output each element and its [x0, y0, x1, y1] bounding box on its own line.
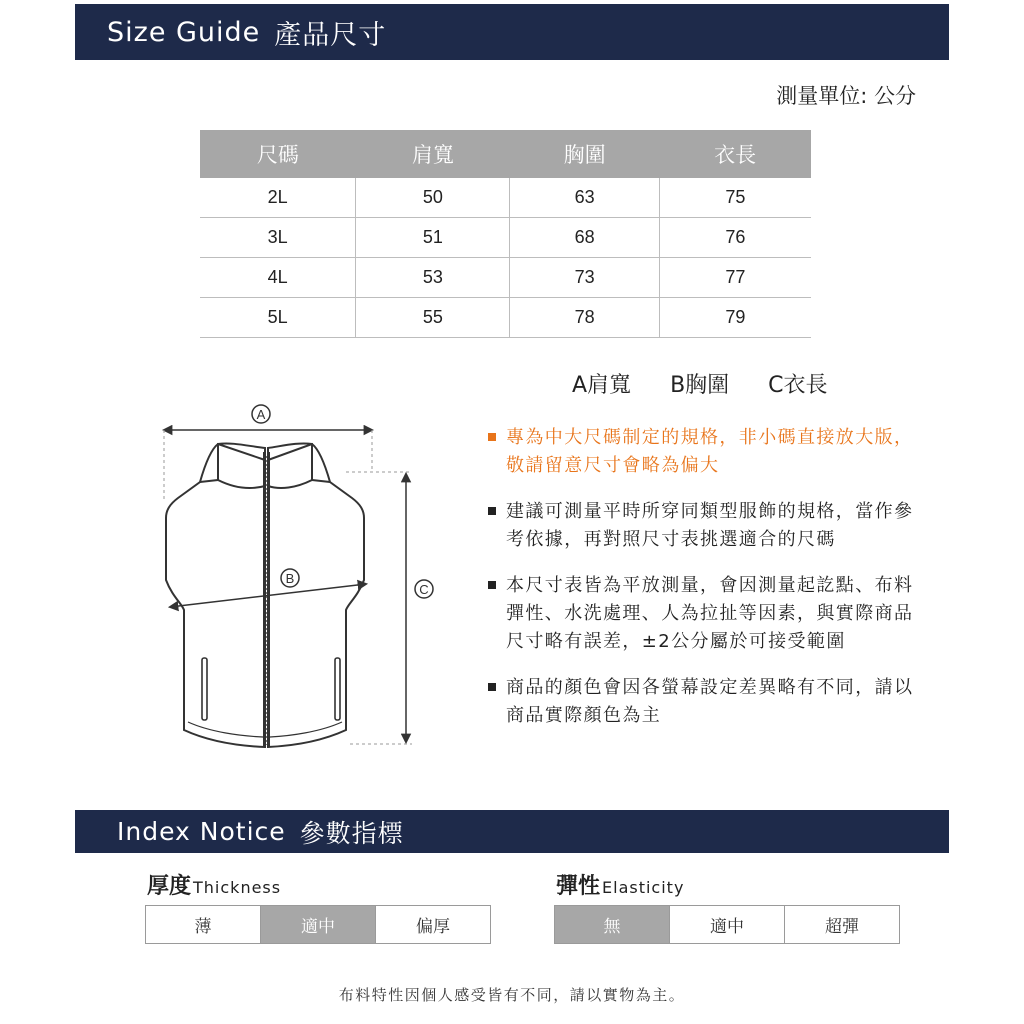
cell-shoulder: 53 [356, 258, 510, 298]
cell-chest: 68 [510, 218, 659, 258]
cell-length: 77 [659, 258, 811, 298]
marker-b [281, 569, 299, 587]
index-notice-banner [75, 810, 949, 853]
marker-a [252, 405, 270, 423]
thickness-scale [145, 905, 491, 944]
elasticity-option: 超彈 [784, 906, 899, 943]
elasticity-option: 無 [555, 906, 669, 943]
note-text: 商品的顏色會因各螢幕設定差異略有不同，請以商品實際顏色為主 [506, 677, 914, 726]
vest-collar-right [268, 443, 312, 488]
cell-chest: 78 [510, 298, 659, 338]
legend-length: C衣長 [768, 373, 828, 398]
vest-outline-right [268, 444, 364, 747]
legend-shoulder: A肩寬 [572, 373, 632, 398]
note-item [488, 674, 918, 730]
thickness-option: 適中 [260, 906, 375, 943]
index-notice-title-zh: 參數指標 [299, 818, 404, 848]
note-item [488, 498, 918, 554]
note-text: 本尺寸表皆為平放測量，會因測量起訖點、布料彈性、水洗處理、人為拉扯等因素，與實際商品尺寸略有誤差，±2公分屬於可接受範圍 [506, 575, 914, 652]
cell-length: 75 [659, 178, 811, 218]
cell-length: 76 [659, 218, 811, 258]
note-item [488, 424, 918, 480]
thickness-label-en: Thickness [193, 878, 282, 897]
size-table-header [200, 130, 811, 178]
column-header-size: 尺碼 [200, 130, 356, 178]
vest-diagram [150, 400, 450, 760]
cell-chest: 73 [510, 258, 659, 298]
bullet-icon [488, 433, 496, 441]
cell-size: 3L [200, 218, 356, 258]
svg-text:B: B [285, 571, 295, 586]
size-table [200, 130, 811, 338]
column-header-chest: 胸圍 [510, 130, 659, 178]
note-text: 建議可測量平時所穿同類型服飾的規格，當作參考依據，再對照尺寸表挑選適合的尺碼 [506, 501, 914, 550]
notes-list [488, 424, 918, 748]
cell-size: 4L [200, 258, 356, 298]
vest-outline [166, 444, 265, 747]
cell-size: 2L [200, 178, 356, 218]
bullet-icon [488, 507, 496, 515]
unit-note: 測量單位: 公分 [776, 84, 916, 108]
size-guide-title-en: Size Guide [107, 16, 261, 48]
thickness-option: 偏厚 [375, 906, 490, 943]
column-header-length: 衣長 [659, 130, 811, 178]
marker-c [415, 580, 433, 598]
vest-collar [218, 443, 265, 488]
svg-text:A: A [256, 407, 266, 422]
cell-chest: 63 [510, 178, 659, 218]
elasticity-label [556, 869, 684, 900]
index-notice-title-en: Index Notice [117, 817, 286, 846]
vest-pocket-right [335, 658, 340, 720]
cell-shoulder: 50 [356, 178, 510, 218]
table-row [200, 298, 811, 338]
size-guide-title-zh: 產品尺寸 [274, 19, 387, 51]
note-text: 專為中大尺碼制定的規格，非小碼直接放大版，敬請留意尺寸會略為偏大 [506, 427, 914, 476]
cell-shoulder: 55 [356, 298, 510, 338]
table-row [200, 178, 811, 218]
vest-pocket-left [202, 658, 207, 720]
table-row [200, 218, 811, 258]
svg-text:C: C [419, 582, 429, 597]
thickness-label [147, 869, 281, 900]
size-guide-banner [75, 4, 949, 60]
thickness-label-zh: 厚度 [147, 874, 192, 899]
thickness-option: 薄 [194, 917, 212, 937]
measurement-legend [572, 368, 828, 399]
elasticity-scale [554, 905, 900, 944]
elasticity-label-zh: 彈性 [556, 874, 601, 899]
cell-size: 5L [200, 298, 356, 338]
bullet-icon [488, 581, 496, 589]
bullet-icon [488, 683, 496, 691]
elasticity-option: 適中 [669, 906, 784, 943]
note-item [488, 572, 918, 656]
elasticity-label-en: Elasticity [602, 878, 685, 897]
legend-chest: B胸圍 [670, 373, 730, 398]
cell-length: 79 [659, 298, 811, 338]
table-row [200, 258, 811, 298]
cell-shoulder: 51 [356, 218, 510, 258]
column-header-shoulder: 肩寬 [356, 130, 510, 178]
footer-note: 布料特性因個人感受皆有不同，請以實物為主。 [338, 986, 686, 1004]
